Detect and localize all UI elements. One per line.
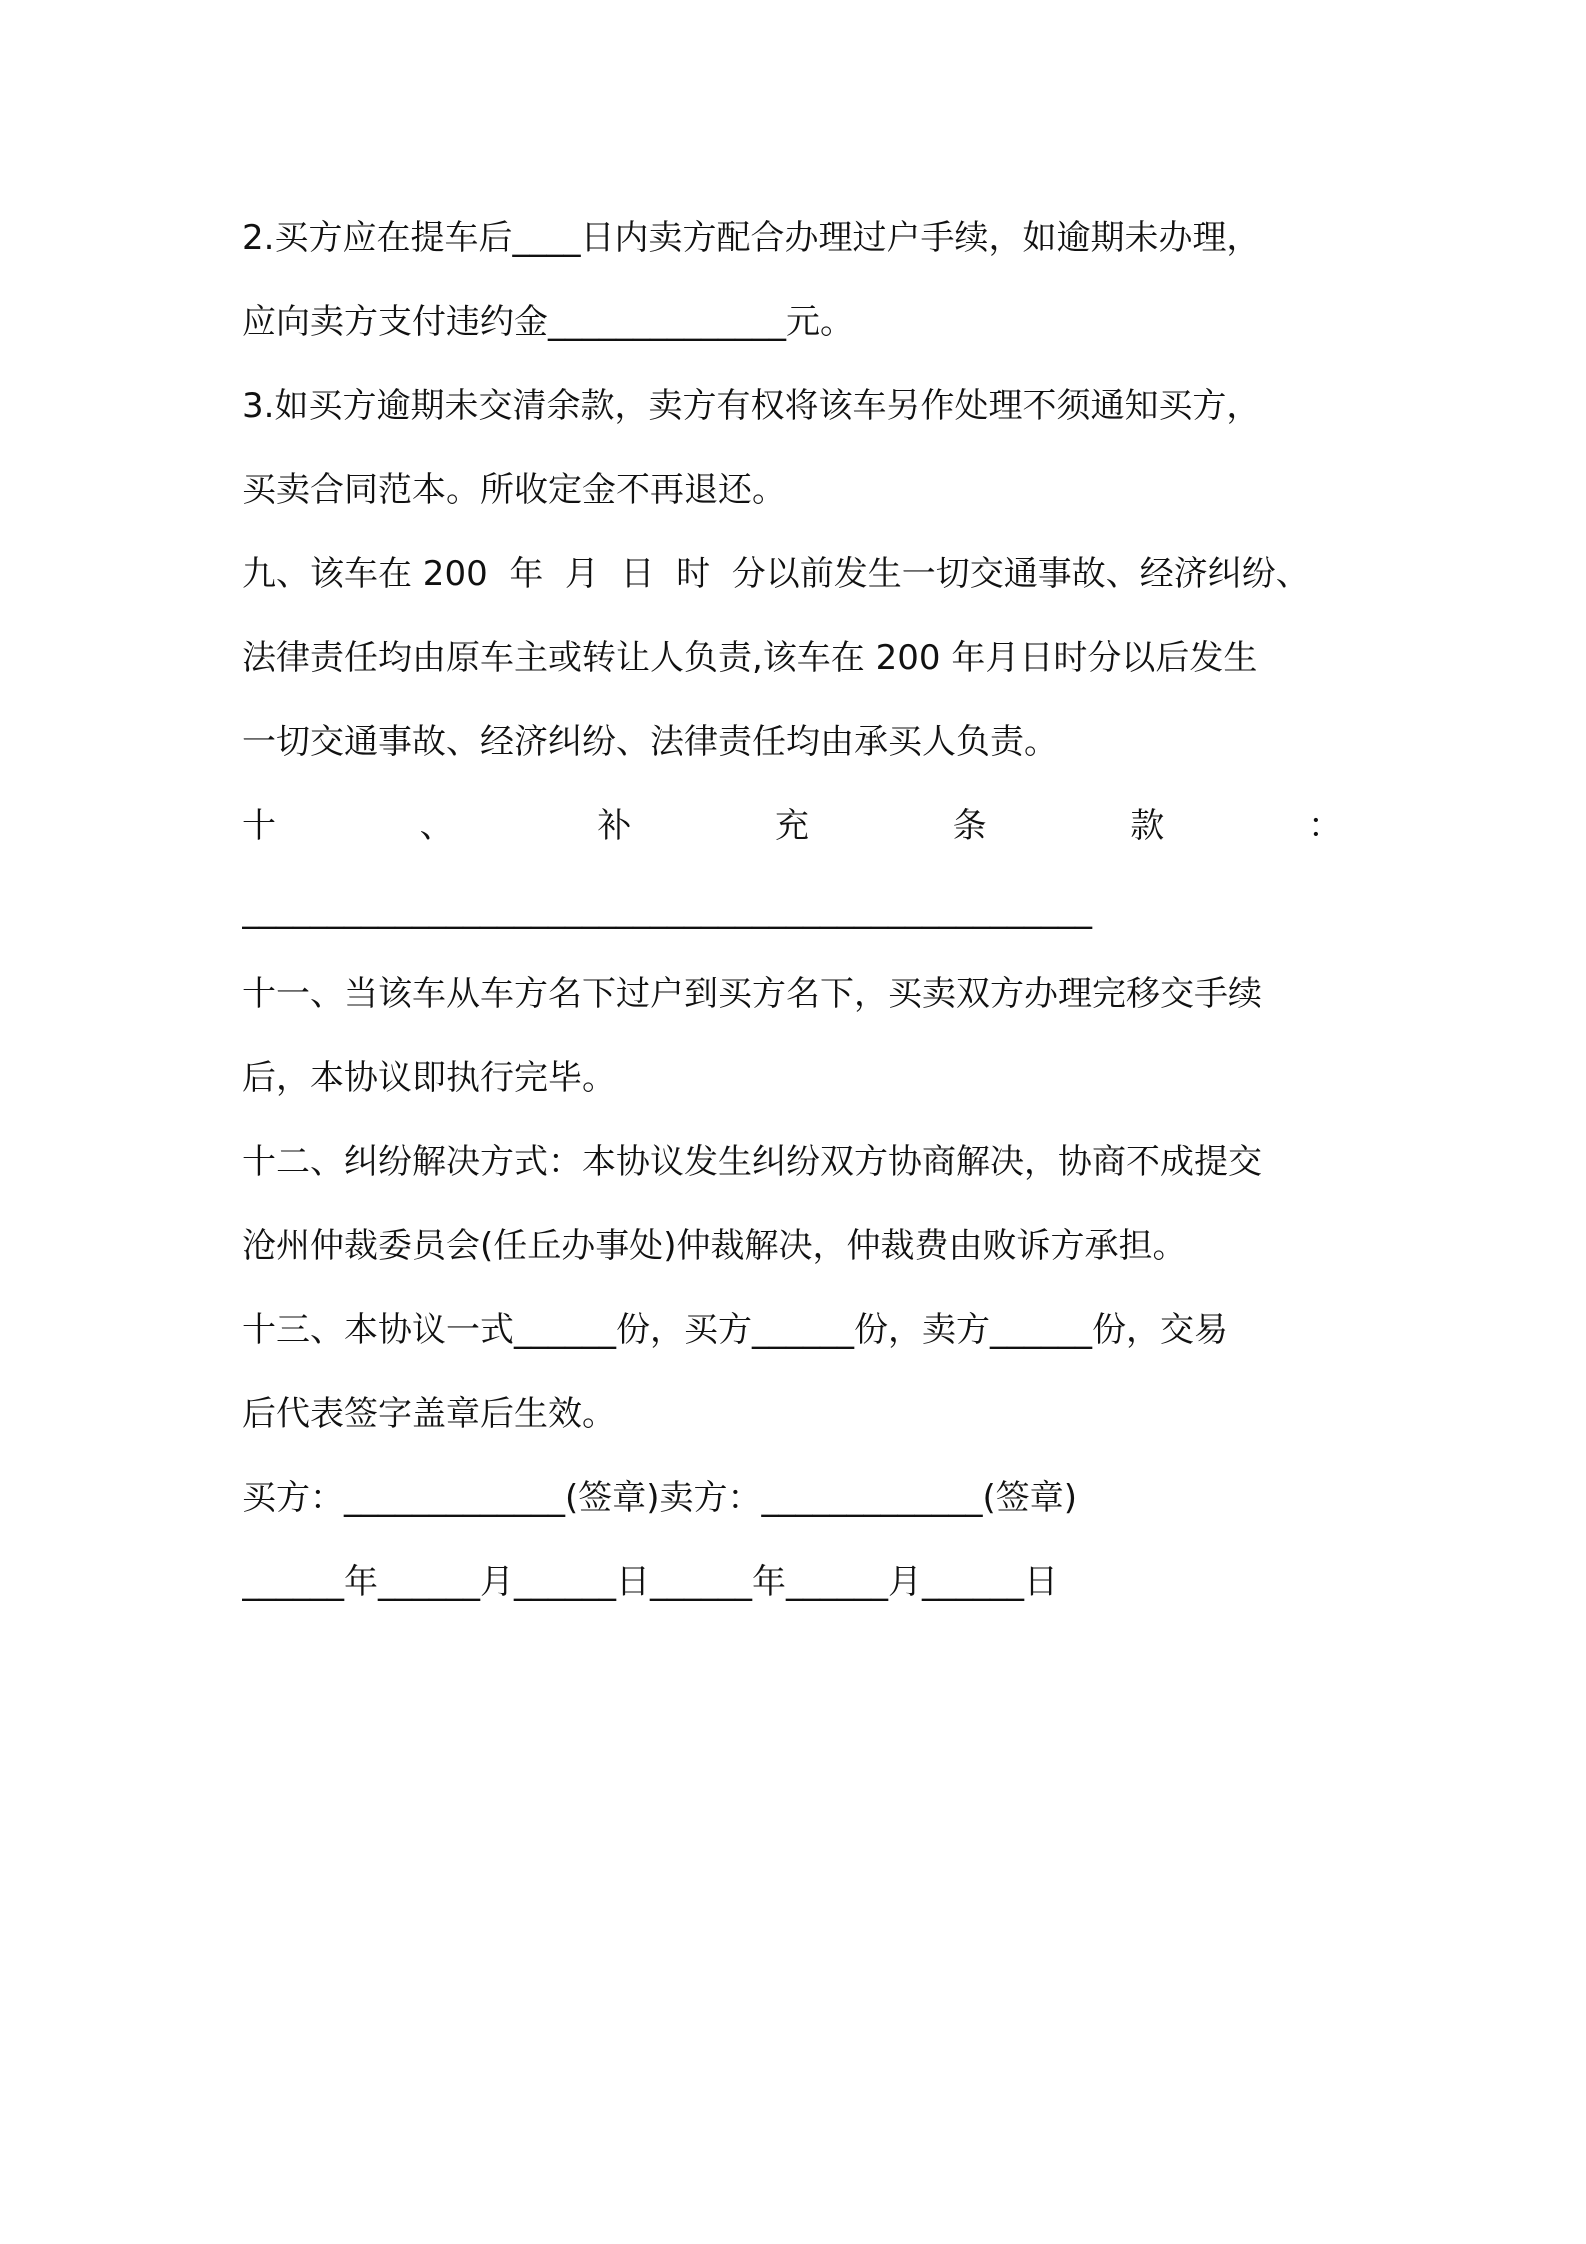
clause-9-line-2: 法律责任均由原车主或转让人负责,该车在 200 年月日时分以后发生 bbox=[242, 638, 1258, 678]
clause-8-item-2-line-2: 应向卖方支付违约金______________元。 bbox=[242, 302, 854, 342]
clause-11-line-1: 十一、当该车从车方名下过户到买方名下，买卖双方办理完移交手续 bbox=[242, 974, 1262, 1014]
clause-13-line-2: 后代表签字盖章后生效。 bbox=[242, 1394, 616, 1434]
clause-9-line-1: 九、该车在 200 年 月 日 时 分以前发生一切交通事故、经济纠纷、 bbox=[242, 554, 1310, 594]
clause-10-heading-char: 、 bbox=[419, 806, 454, 846]
clause-10-heading-char: 款 bbox=[1130, 806, 1165, 846]
document-body bbox=[242, 196, 1370, 1624]
clause-10-heading-char: 十 bbox=[242, 806, 276, 846]
clause-10-heading-char: ： bbox=[1307, 806, 1342, 846]
clause-8-item-3-line-2: 买卖合同范本。所收定金不再退还。 bbox=[242, 470, 786, 510]
clause-12-line-2: 沧州仲裁委员会(任丘办事处)仲裁解决，仲裁费由败诉方承担。 bbox=[242, 1226, 1187, 1266]
clause-10-blank-line: __________________________________________________ bbox=[242, 890, 1092, 930]
clause-8-item-3-line-1: 3.如买方逾期未交清余款，卖方有权将该车另作处理不须通知买方， bbox=[242, 386, 1261, 426]
clause-8-item-2-line-1: 2.买方应在提车后____日内卖方配合办理过户手续，如逾期未办理， bbox=[242, 218, 1261, 258]
signature-line: 买方：_____________(签章)卖方：_____________(签章) bbox=[242, 1478, 1078, 1518]
clause-9-line-3: 一切交通事故、经济纠纷、法律责任均由承买人负责。 bbox=[242, 722, 1058, 762]
clause-12-line-1: 十二、纠纷解决方式：本协议发生纠纷双方协商解决，协商不成提交 bbox=[242, 1142, 1262, 1182]
date-line: ______年______月______日______年______月______日 bbox=[242, 1562, 1058, 1602]
clause-10-heading bbox=[242, 784, 1342, 868]
clause-11-line-2: 后，本协议即执行完毕。 bbox=[242, 1058, 616, 1098]
clause-10-heading-char: 条 bbox=[952, 806, 987, 846]
clause-10-heading-char: 补 bbox=[597, 806, 632, 846]
clause-10-heading-char: 充 bbox=[774, 806, 809, 846]
clause-13-line-1: 十三、本协议一式______份，买方______份，卖方______份，交易 bbox=[242, 1310, 1228, 1350]
